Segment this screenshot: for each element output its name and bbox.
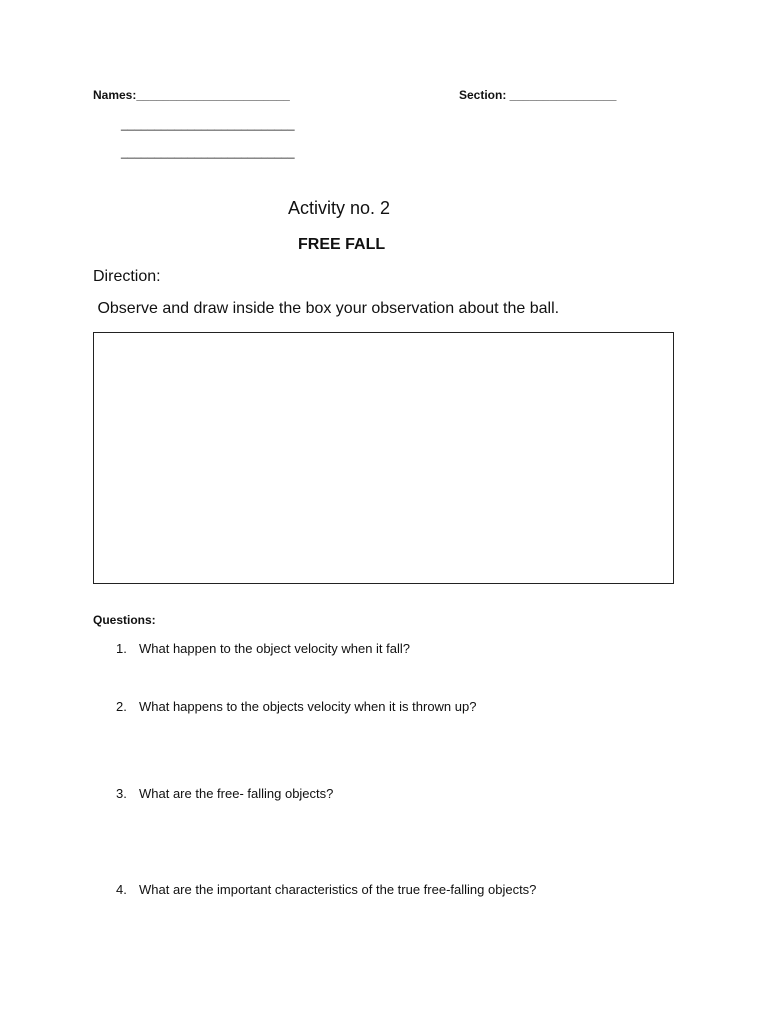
question-text-3: What are the free- falling objects?: [139, 786, 334, 801]
question-number-2: 2.: [116, 699, 127, 714]
questions-heading: Questions:: [93, 613, 156, 627]
names-blank-line-2: __________________________: [121, 117, 295, 131]
section-label: Section: ________________: [459, 88, 617, 102]
direction-label: Direction:: [93, 268, 161, 285]
question-number-3: 3.: [116, 786, 127, 801]
main-title: FREE FALL: [298, 236, 386, 253]
question-text-4: What are the important characteristics of the true free-falling objects?: [139, 882, 537, 897]
names-label: Names:_______________________: [93, 88, 290, 102]
question-text-2: What happens to the objects velocity when it is thrown up?: [139, 699, 477, 714]
names-blank-line-3: __________________________: [121, 145, 295, 159]
drawing-box[interactable]: [93, 332, 674, 584]
activity-title: Activity no. 2: [288, 198, 391, 218]
question-text-1: What happen to the object velocity when it fall?: [139, 641, 410, 656]
direction-text: Observe and draw inside the box your observation about the ball.: [93, 300, 560, 317]
question-number-1: 1.: [116, 641, 127, 656]
question-number-4: 4.: [116, 882, 127, 897]
